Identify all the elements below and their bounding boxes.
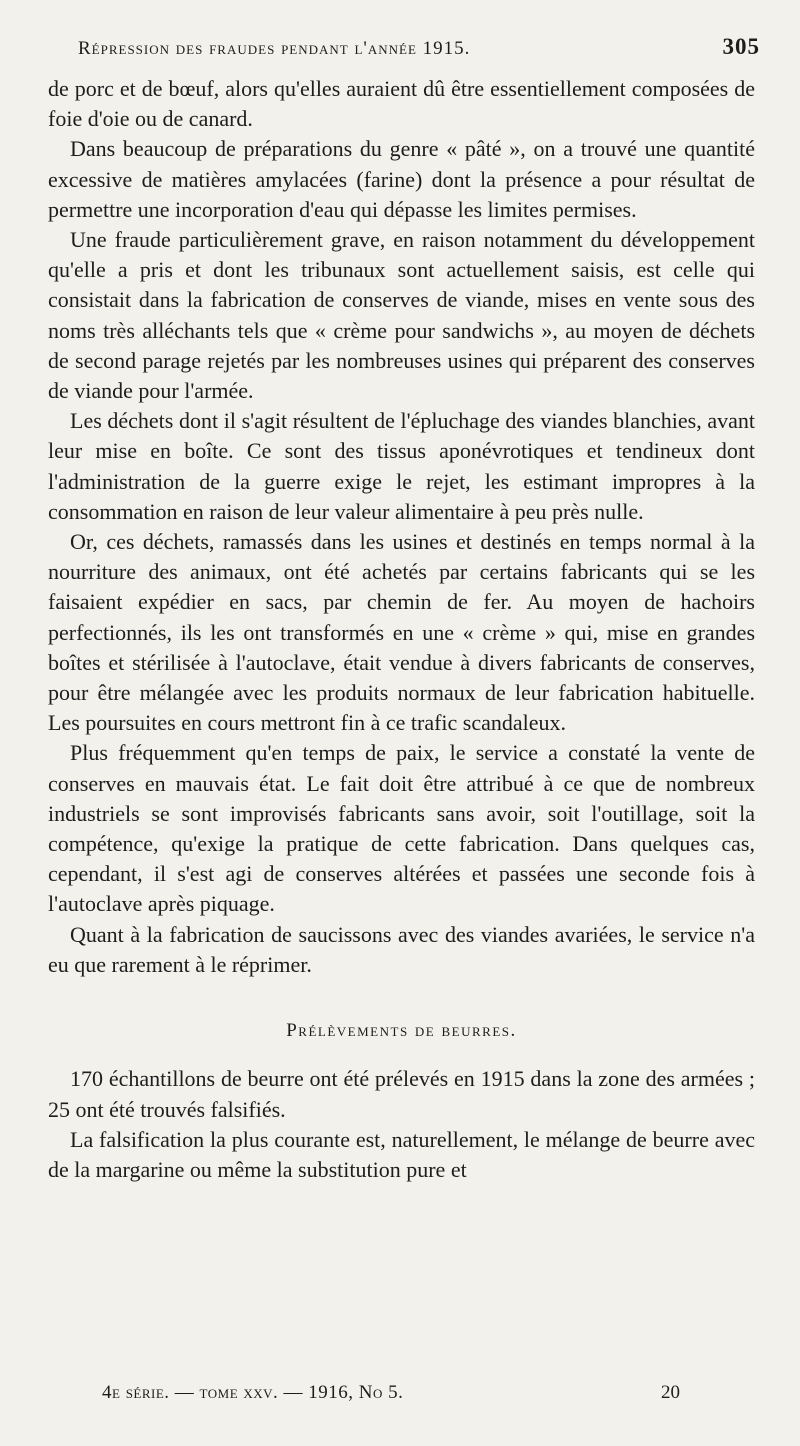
paragraphs-bottom — [48, 1064, 755, 1185]
paragraph: Dans beaucoup de préparations du genre « pâté », on a trouvé une quantité excessive de matières amylacées (farine) dont la présence a pour résultat de permettre une incorporation d'eau qui dépasse les limites permises. — [48, 136, 755, 222]
paragraphs-top — [48, 74, 755, 980]
paragraph: 170 échantillons de beurre ont été prélevés en 1915 dans la zone des armées ; 25 ont été trouvés falsifiés. — [48, 1066, 755, 1122]
footer — [102, 1382, 680, 1404]
paragraph: Une fraude particulièrement grave, en raison notamment du développement qu'elle a pris et dont les tribunaux sont actuellement saisis, est celle qui consistait dans la fabrication de conserves de viande, mises en vente sous des noms très alléchants tels que « crème pour sandwichs », au moyen de déchets de second parage rejetés par les nombreuses usines qui préparent des conserves de viande pour l'armée. — [48, 227, 755, 404]
page-number: 305 — [722, 34, 760, 59]
section-heading: Prélèvements de beurres. — [286, 1020, 517, 1042]
footer-signature: 4e série. — tome xxv. — 1916, No 5. — [102, 1382, 404, 1403]
paragraph: de porc et de bœuf, alors qu'elles auraient dû être essentiellement composées de foie d'oie ou de canard. — [48, 76, 755, 132]
running-title: Répression des fraudes pendant l'année 1915. — [78, 38, 471, 59]
paragraph: La falsification la plus courante est, naturellement, le mélange de beurre avec de la margarine ou même la substitution pure et — [48, 1126, 755, 1182]
running-header — [78, 34, 760, 60]
paragraph: Les déchets dont il s'agit résultent de l'épluchage des viandes blanchies, avant leur mise en boîte. Ce sont des tissus aponévrotiques et tendineux dont l'administration de la guerre exige le rejet, les estimant impropres à la consommation en raison de leur valeur alimentaire à peu près nulle. — [48, 408, 755, 524]
body-text — [48, 74, 755, 1185]
paragraph: Or, ces déchets, ramassés dans les usines et destinés en temps normal à la nourriture des animaux, ont été achetés par certains fabricants qui se les faisaient expédier en sacs, par chemin de fer. Au moyen de hachoirs perfectionnés, ils les ont transformés en une « crème » qui, mise en grandes boîtes et stérilisée à l'autoclave, était vendue à divers fabricants de conserves, pour être mélangée avec les produits normaux de leur fabrication habituelle. Les poursuites en cours mettront fin à ce trafic scandaleux. — [48, 529, 755, 736]
sheet-number: 20 — [661, 1382, 680, 1403]
paragraph: Plus fréquemment qu'en temps de paix, le service a constaté la vente de conserves en mauvais état. Le fait doit être attribué à ce que de nombreux industriels se sont improvisés fabricants sans avoir, soit l'outillage, soit la compétence, qu'exige la pratique de cette fabrication. Dans quelques cas, cependant, il s'est agi de conserves altérées et passées une seconde fois à l'autoclave après piquage. — [48, 740, 755, 917]
paragraph: Quant à la fabrication de saucissons avec des viandes avariées, le service n'a eu que rarement à le réprimer. — [48, 921, 755, 977]
